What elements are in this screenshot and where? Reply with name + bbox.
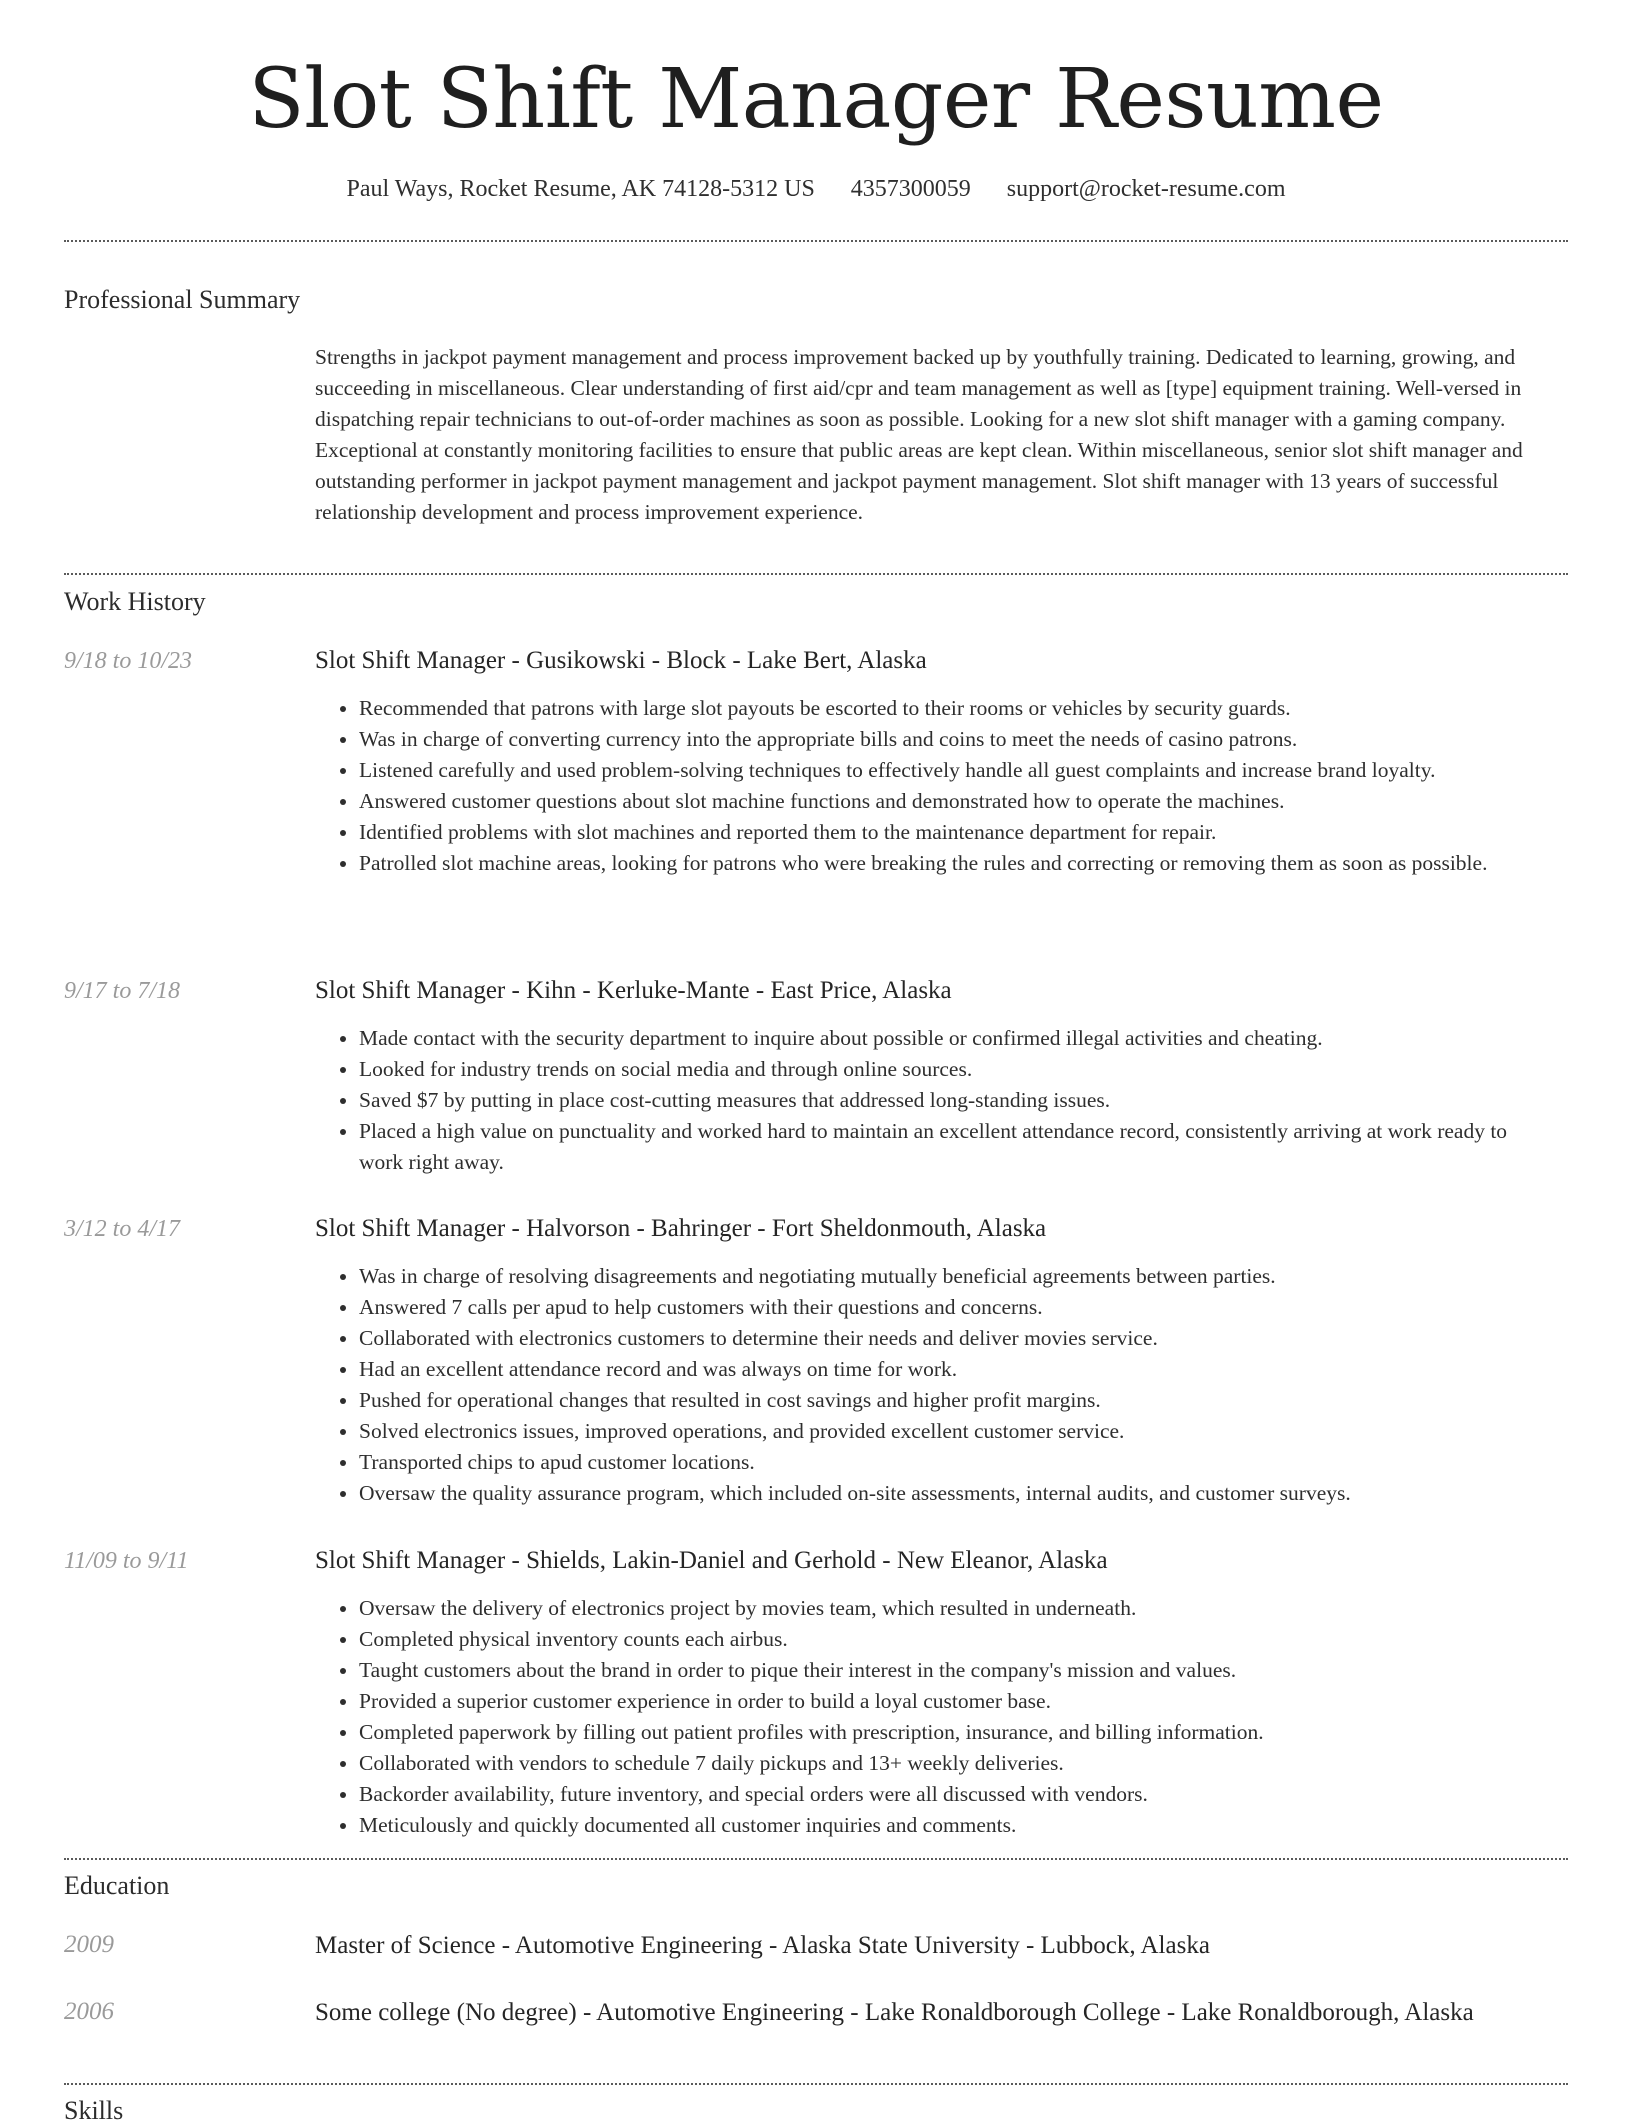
- education-text: Master of Science - Automotive Engineering - Alaska State University - Lubbock, Alaska: [315, 1932, 1210, 1959]
- job-bullet: • Answered 7 calls per apud to help customers with their questions and concerns.: [359, 1292, 1555, 1323]
- job-bullets: [315, 1593, 1555, 1841]
- education-date: 2009: [64, 1931, 114, 1958]
- divider: [64, 240, 1568, 242]
- divider: [64, 2083, 1568, 2085]
- job-bullet: • Taught customers about the brand in order to pique their interest in the company's mission and values.: [359, 1655, 1555, 1686]
- job-bullet: • Patrolled slot machine areas, looking for patrons who were breaking the rules and correcting or removing them as soon as possible.: [359, 848, 1555, 879]
- job-bullet: • Solved electronics issues, improved operations, and provided excellent customer service.: [359, 1416, 1555, 1447]
- summary-section-title: Professional Summary: [64, 285, 301, 314]
- education-date: 2006: [64, 1998, 114, 2025]
- job-bullet: • Provided a superior customer experience in order to build a loyal customer base.: [359, 1686, 1555, 1717]
- job-heading: Slot Shift Manager - Halvorson - Bahringer - Fort Sheldonmouth, Alaska: [315, 1215, 1047, 1242]
- contact-email: support@rocket-resume.com: [1006, 176, 1286, 202]
- contact-phone: 4357300059: [850, 176, 971, 202]
- job-bullet: • Was in charge of converting currency into the appropriate bills and coins to meet the needs of casino patrons.: [359, 724, 1555, 755]
- job-bullet: • Backorder availability, future inventory, and special orders were all discussed with vendors.: [359, 1779, 1555, 1810]
- job-heading: Slot Shift Manager - Kihn - Kerluke-Mante - East Price, Alaska: [315, 977, 952, 1004]
- contact-address: Paul Ways, Rocket Resume, AK 74128-5312 US: [346, 176, 815, 202]
- job-bullets: [315, 1023, 1555, 1178]
- job-bullet: • Completed paperwork by filling out patient profiles with prescription, insurance, and billing information.: [359, 1717, 1555, 1748]
- job-bullet: • Completed physical inventory counts each airbus.: [359, 1624, 1555, 1655]
- summary-text: Strengths in jackpot payment management and process improvement backed up by youthfully training. Dedicated to learning, growing, and succeeding in miscellaneous. Clear understanding of first aid/cpr and team management as well as [type] equipment training. Well-versed in dispatching repair technicians to out-of-order machines as soon as possible. Looking for a new slot shift manager with a gaming company. Exceptional at constantly monitoring facilities to ensure that public areas are kept clean. Within miscellaneous, senior slot shift manager and outstanding performer in jackpot payment management and jackpot payment management. Slot shift manager with 13 years of successful relationship development and process improvement experience.: [315, 345, 1523, 524]
- education-section-title: Education: [64, 1871, 170, 1900]
- job-bullet: • Oversaw the quality assurance program, which included on-site assessments, internal audits, and customer surveys.: [359, 1478, 1555, 1509]
- job-bullet: • Was in charge of resolving disagreements and negotiating mutually beneficial agreements between parties.: [359, 1261, 1555, 1292]
- skills-section-title: Skills: [64, 2096, 124, 2125]
- job-bullets: [315, 1261, 1555, 1509]
- job-bullet: • Placed a high value on punctuality and worked hard to maintain an excellent attendance record, consistently arriving at work ready to work right away.: [359, 1116, 1555, 1178]
- job-bullet: • Collaborated with electronics customers to determine their needs and deliver movies service.: [359, 1323, 1555, 1354]
- resume-title: Slot Shift Manager Resume: [248, 52, 1384, 147]
- job-heading: Slot Shift Manager - Shields, Lakin-Daniel and Gerhold - New Eleanor, Alaska: [315, 1547, 1108, 1574]
- job-bullet: • Made contact with the security department to inquire about possible or confirmed illegal activities and cheating.: [359, 1023, 1555, 1054]
- work-section-title: Work History: [64, 587, 206, 616]
- job-bullet: • Recommended that patrons with large slot payouts be escorted to their rooms or vehicles by security guards.: [359, 693, 1555, 724]
- job-date: 9/18 to 10/23: [64, 648, 193, 674]
- education-text: Some college (No degree) - Automotive Engineering - Lake Ronaldborough College - Lake Ronaldborough, Alaska: [315, 1999, 1474, 2026]
- divider: [64, 1858, 1568, 1860]
- job-bullet: • Meticulously and quickly documented all customer inquiries and comments.: [359, 1810, 1555, 1841]
- job-bullet: • Oversaw the delivery of electronics project by movies team, which resulted in underneath.: [359, 1593, 1555, 1624]
- job-bullet: • Looked for industry trends on social media and through online sources.: [359, 1054, 1555, 1085]
- job-heading: Slot Shift Manager - Gusikowski - Block - Lake Bert, Alaska: [315, 647, 927, 674]
- job-date: 9/17 to 7/18: [64, 978, 181, 1004]
- job-bullets: [315, 693, 1555, 879]
- job-bullet: • Transported chips to apud customer locations.: [359, 1447, 1555, 1478]
- job-bullet: • Listened carefully and used problem-solving techniques to effectively handle all guest complaints and increase brand loyalty.: [359, 755, 1555, 786]
- job-bullet: • Answered customer questions about slot machine functions and demonstrated how to operate the machines.: [359, 786, 1555, 817]
- divider: [64, 573, 1568, 575]
- job-bullet: • Collaborated with vendors to schedule 7 daily pickups and 13+ weekly deliveries.: [359, 1748, 1555, 1779]
- job-bullet: • Identified problems with slot machines and reported them to the maintenance department for repair.: [359, 817, 1555, 848]
- job-bullet: • Pushed for operational changes that resulted in cost savings and higher profit margins.: [359, 1385, 1555, 1416]
- contact-line: [0, 172, 1632, 206]
- job-bullet: • Saved $7 by putting in place cost-cutting measures that addressed long-standing issues.: [359, 1085, 1555, 1116]
- job-bullet: • Had an excellent attendance record and was always on time for work.: [359, 1354, 1555, 1385]
- job-date: 3/12 to 4/17: [64, 1216, 181, 1242]
- job-date: 11/09 to 9/11: [64, 1548, 189, 1574]
